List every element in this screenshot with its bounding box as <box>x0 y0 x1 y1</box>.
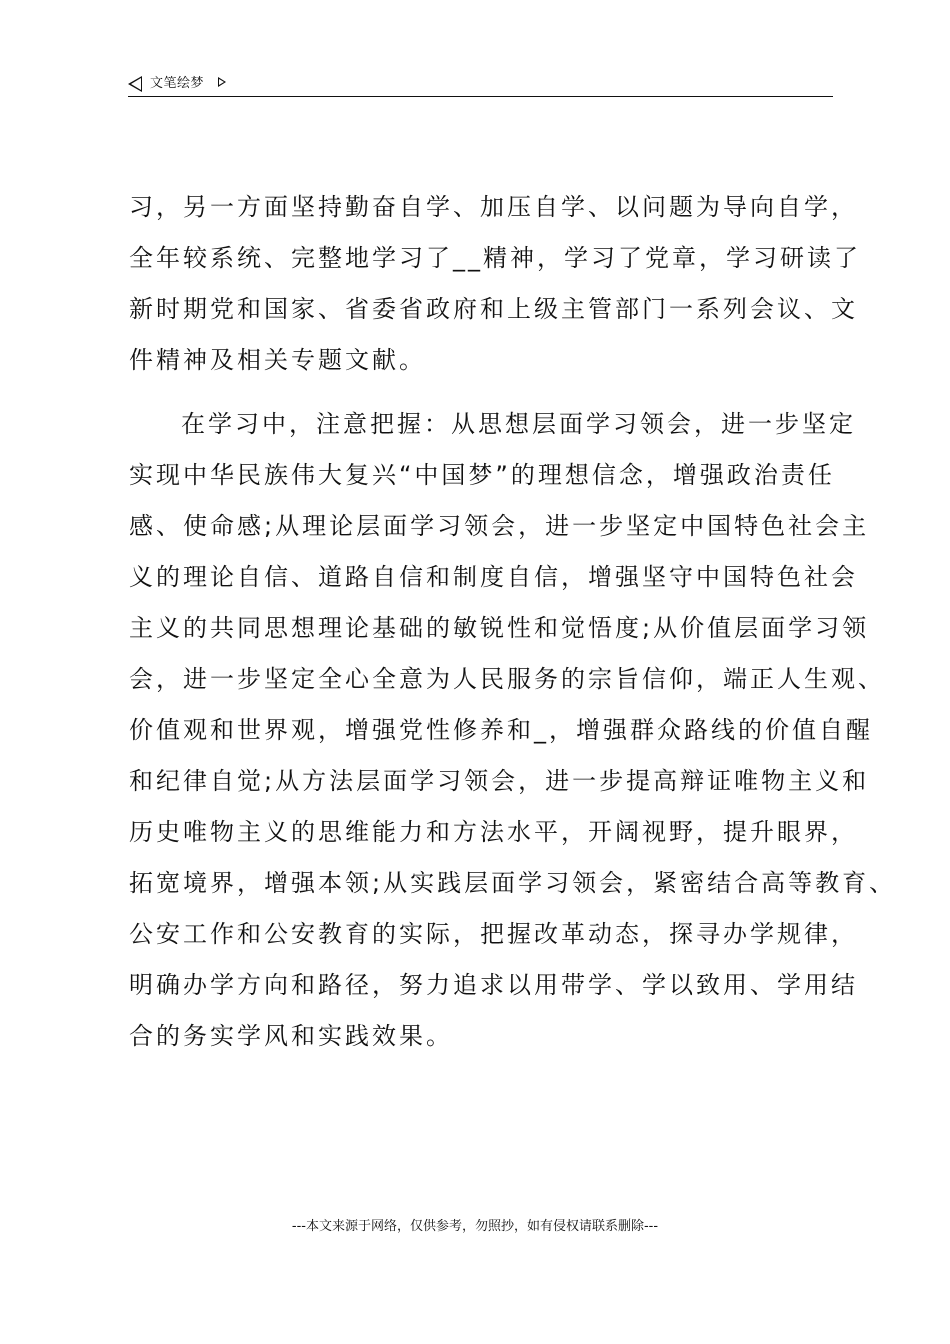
paragraph-gap <box>129 386 849 399</box>
text-line: 历史唯物主义的思维能力和方法水平，开阔视野，提升眼界， <box>129 818 858 846</box>
paragraph-2 <box>129 399 897 1062</box>
triangle-left-icon <box>128 76 142 92</box>
text-line: 全年较系统、完整地学习了__精神，学习了党章，学习研读了 <box>129 244 861 272</box>
text-line: 感、使命感;从理论层面学习领会，进一步坚定中国特色社会主 <box>129 512 870 540</box>
text-line: 主义的共同思想理论基础的敏锐性和觉悟度;从价值层面学习领 <box>129 614 870 642</box>
document-body <box>129 182 897 1062</box>
text-line: 实现中华民族伟大复兴“中国梦”的理想信念，增强政治责任 <box>129 461 835 489</box>
text-line: 拓宽境界，增强本领;从实践层面学习领会，紧密结合高等教育、 <box>129 869 897 897</box>
text-line: 件精神及相关专题文献。 <box>129 346 426 374</box>
text-line: 价值观和世界观，增强党性修养和_，增强群众路线的价值自醒 <box>129 716 873 744</box>
text-line: 公安工作和公安教育的实际，把握改革动态，探寻办学规律， <box>129 920 858 948</box>
text-line: 习，另一方面坚持勤奋自学、加压自学、以问题为导向自学， <box>129 193 858 221</box>
text-line: 在学习中，注意把握：从思想层面学习领会，进一步坚定 <box>181 410 856 438</box>
text-line: 合的务实学风和实践效果。 <box>129 1022 453 1050</box>
paragraph-1 <box>129 182 861 386</box>
text-line: 义的理论自信、道路自信和制度自信，增强坚守中国特色社会 <box>129 563 858 591</box>
header-title: 文笔绘梦 <box>150 76 205 91</box>
page-header <box>128 74 833 97</box>
text-line: 明确办学方向和路径，努力追求以用带学、学以致用、学用结 <box>129 971 858 999</box>
text-line: 会，进一步坚定全心全意为人民服务的宗旨信仰，端正人生观、 <box>129 665 885 693</box>
text-line: 和纪律自觉;从方法层面学习领会，进一步提高辩证唯物主义和 <box>129 767 870 795</box>
page-footer: ---本文来源于网络，仅供参考，勿照抄，如有侵权请联系删除--- <box>291 1219 659 1234</box>
triangle-right-icon <box>218 77 226 87</box>
text-line: 新时期党和国家、省委省政府和上级主管部门一系列会议、文 <box>129 295 858 323</box>
